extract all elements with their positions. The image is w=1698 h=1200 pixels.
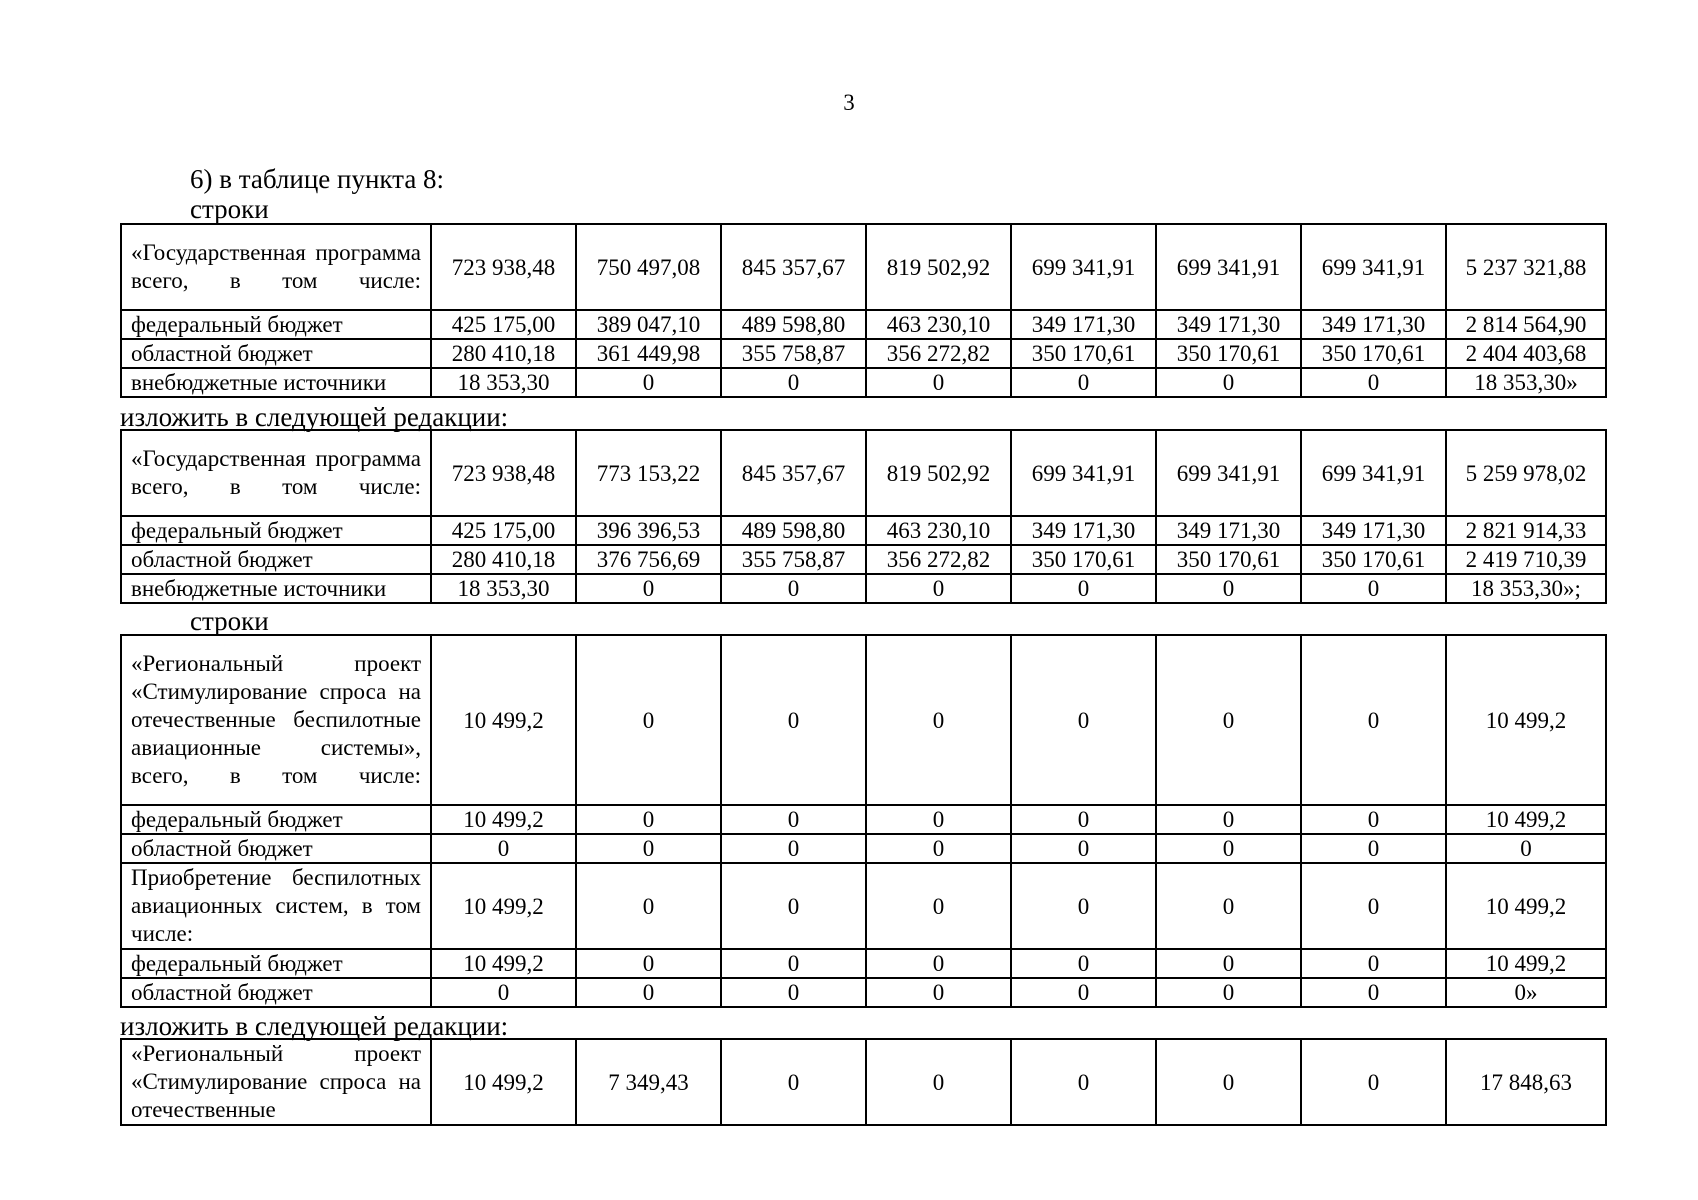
table-row <box>121 978 1606 1007</box>
section-intro: 6) в таблице пункта 8: <box>190 164 445 194</box>
row-label: внебюджетные источники <box>121 368 431 397</box>
cell-value: 425 175,00 <box>431 310 576 339</box>
cell-total: 0 <box>1446 834 1606 863</box>
cell-total: 18 353,30» <box>1446 368 1606 397</box>
cell-value: 350 170,61 <box>1301 339 1446 368</box>
cell-value: 350 170,61 <box>1156 545 1301 574</box>
cell-value: 356 272,82 <box>866 339 1011 368</box>
cell-value: 10 499,2 <box>431 805 576 834</box>
cell-value: 0 <box>866 574 1011 603</box>
cell-value: 10 499,2 <box>431 863 576 949</box>
cell-value: 0 <box>576 805 721 834</box>
table-row <box>121 635 1606 805</box>
cell-value: 0 <box>721 978 866 1007</box>
cell-value: 0 <box>576 978 721 1007</box>
cell-value: 396 396,53 <box>576 516 721 545</box>
cell-value: 0 <box>721 949 866 978</box>
cell-value: 0 <box>1301 949 1446 978</box>
cell-value: 280 410,18 <box>431 545 576 574</box>
cell-value: 845 357,67 <box>721 224 866 310</box>
cell-value: 0 <box>721 863 866 949</box>
cell-value: 0 <box>721 574 866 603</box>
cell-value: 361 449,98 <box>576 339 721 368</box>
cell-total: 10 499,2 <box>1446 863 1606 949</box>
cell-value: 350 170,61 <box>1011 339 1156 368</box>
cell-value: 0 <box>866 949 1011 978</box>
cell-value: 0 <box>1301 368 1446 397</box>
cell-value: 0 <box>1156 978 1301 1007</box>
row-label: «Государственная программа всего, в том числе: <box>121 430 431 516</box>
cell-value: 349 171,30 <box>1156 516 1301 545</box>
replace-heading-1: изложить в следующей редакции: <box>120 402 509 432</box>
row-label: областной бюджет <box>121 834 431 863</box>
table-row <box>121 949 1606 978</box>
cell-value: 0 <box>866 834 1011 863</box>
cell-value: 819 502,92 <box>866 430 1011 516</box>
cell-value: 349 171,30 <box>1011 516 1156 545</box>
row-label: областной бюджет <box>121 978 431 1007</box>
cell-value: 425 175,00 <box>431 516 576 545</box>
cell-total: 0» <box>1446 978 1606 1007</box>
cell-value: 489 598,80 <box>721 310 866 339</box>
cell-value: 0 <box>1156 635 1301 805</box>
row-label: «Региональный проект «Стимулирование спроса на отечественные беспилотные авиационные системы», всего, в том числе: <box>121 635 431 805</box>
row-label: областной бюджет <box>121 339 431 368</box>
cell-value: 350 170,61 <box>1156 339 1301 368</box>
rows-heading: строки <box>190 194 269 224</box>
cell-value: 0 <box>1156 863 1301 949</box>
cell-value: 0 <box>721 834 866 863</box>
table-program-new <box>120 429 1607 604</box>
cell-total: 2 821 914,33 <box>1446 516 1606 545</box>
cell-value: 349 171,30 <box>1301 310 1446 339</box>
table-row <box>121 545 1606 574</box>
cell-value: 7 349,43 <box>576 1039 721 1125</box>
table-row <box>121 574 1606 603</box>
cell-value: 350 170,61 <box>1301 545 1446 574</box>
cell-total: 10 499,2 <box>1446 805 1606 834</box>
cell-total: 17 848,63 <box>1446 1039 1606 1125</box>
table-row <box>121 368 1606 397</box>
cell-value: 0 <box>866 863 1011 949</box>
cell-value: 0 <box>431 978 576 1007</box>
cell-total: 2 814 564,90 <box>1446 310 1606 339</box>
cell-value: 349 171,30 <box>1011 310 1156 339</box>
table-row <box>121 516 1606 545</box>
cell-value: 349 171,30 <box>1301 516 1446 545</box>
cell-value: 0 <box>1011 949 1156 978</box>
cell-value: 0 <box>1011 368 1156 397</box>
cell-value: 0 <box>1156 805 1301 834</box>
cell-value: 0 <box>1156 368 1301 397</box>
cell-value: 0 <box>576 834 721 863</box>
cell-total: 10 499,2 <box>1446 635 1606 805</box>
cell-value: 0 <box>721 368 866 397</box>
cell-value: 356 272,82 <box>866 545 1011 574</box>
cell-value: 489 598,80 <box>721 516 866 545</box>
table-row <box>121 805 1606 834</box>
table-program-old <box>120 223 1607 398</box>
cell-value: 0 <box>1011 834 1156 863</box>
cell-value: 376 756,69 <box>576 545 721 574</box>
cell-value: 750 497,08 <box>576 224 721 310</box>
cell-value: 10 499,2 <box>431 635 576 805</box>
row-label: «Государственная программа всего, в том числе: <box>121 224 431 310</box>
cell-total: 10 499,2 <box>1446 949 1606 978</box>
table-row <box>121 310 1606 339</box>
cell-value: 845 357,67 <box>721 430 866 516</box>
cell-value: 0 <box>1011 1039 1156 1125</box>
cell-value: 0 <box>1156 834 1301 863</box>
cell-value: 0 <box>1011 574 1156 603</box>
cell-value: 0 <box>721 1039 866 1125</box>
table-row <box>121 430 1606 516</box>
cell-value: 0 <box>1301 805 1446 834</box>
cell-value: 0 <box>866 1039 1011 1125</box>
cell-value: 280 410,18 <box>431 339 576 368</box>
cell-total: 5 259 978,02 <box>1446 430 1606 516</box>
page-number: 3 <box>843 90 855 115</box>
table-row <box>121 1039 1606 1125</box>
cell-value: 0 <box>1301 574 1446 603</box>
cell-value: 0 <box>866 978 1011 1007</box>
cell-value: 463 230,10 <box>866 516 1011 545</box>
cell-value: 0 <box>1156 574 1301 603</box>
row-label: федеральный бюджет <box>121 516 431 545</box>
cell-value: 723 938,48 <box>431 430 576 516</box>
cell-value: 0 <box>576 949 721 978</box>
replace-heading-2: изложить в следующей редакции: <box>120 1011 509 1041</box>
cell-value: 355 758,87 <box>721 339 866 368</box>
cell-value: 0 <box>576 635 721 805</box>
cell-value: 18 353,30 <box>431 574 576 603</box>
cell-value: 350 170,61 <box>1011 545 1156 574</box>
cell-total: 2 404 403,68 <box>1446 339 1606 368</box>
cell-value: 773 153,22 <box>576 430 721 516</box>
cell-value: 0 <box>866 805 1011 834</box>
cell-value: 723 938,48 <box>431 224 576 310</box>
cell-value: 10 499,2 <box>431 1039 576 1125</box>
cell-value: 0 <box>1156 1039 1301 1125</box>
cell-value: 699 341,91 <box>1156 430 1301 516</box>
row-label: областной бюджет <box>121 545 431 574</box>
cell-value: 18 353,30 <box>431 368 576 397</box>
cell-value: 463 230,10 <box>866 310 1011 339</box>
cell-value: 0 <box>431 834 576 863</box>
cell-value: 0 <box>866 635 1011 805</box>
cell-total: 18 353,30»; <box>1446 574 1606 603</box>
row-label: «Региональный проект «Стимулирование спроса на отечественные <box>121 1039 431 1125</box>
cell-value: 0 <box>866 368 1011 397</box>
rows-heading-2: строки <box>190 606 269 636</box>
cell-value: 0 <box>721 635 866 805</box>
cell-value: 0 <box>1301 635 1446 805</box>
cell-value: 0 <box>576 574 721 603</box>
table-row <box>121 339 1606 368</box>
cell-value: 10 499,2 <box>431 949 576 978</box>
cell-value: 0 <box>721 805 866 834</box>
row-label: федеральный бюджет <box>121 949 431 978</box>
cell-total: 5 237 321,88 <box>1446 224 1606 310</box>
cell-value: 699 341,91 <box>1011 430 1156 516</box>
cell-value: 355 758,87 <box>721 545 866 574</box>
cell-total: 2 419 710,39 <box>1446 545 1606 574</box>
cell-value: 0 <box>1011 863 1156 949</box>
cell-value: 0 <box>576 863 721 949</box>
cell-value: 0 <box>576 368 721 397</box>
cell-value: 819 502,92 <box>866 224 1011 310</box>
cell-value: 0 <box>1301 863 1446 949</box>
cell-value: 0 <box>1011 805 1156 834</box>
cell-value: 0 <box>1011 635 1156 805</box>
row-label: внебюджетные источники <box>121 574 431 603</box>
cell-value: 699 341,91 <box>1301 224 1446 310</box>
table-row <box>121 863 1606 949</box>
cell-value: 0 <box>1156 949 1301 978</box>
cell-value: 0 <box>1301 978 1446 1007</box>
table-row <box>121 224 1606 310</box>
row-label: Приобретение беспилотных авиационных систем, в том числе: <box>121 863 431 949</box>
table-regional-old <box>120 634 1607 1008</box>
cell-value: 0 <box>1011 978 1156 1007</box>
row-label: федеральный бюджет <box>121 805 431 834</box>
row-label: федеральный бюджет <box>121 310 431 339</box>
table-row <box>121 834 1606 863</box>
cell-value: 699 341,91 <box>1011 224 1156 310</box>
cell-value: 349 171,30 <box>1156 310 1301 339</box>
cell-value: 0 <box>1301 1039 1446 1125</box>
cell-value: 699 341,91 <box>1301 430 1446 516</box>
cell-value: 699 341,91 <box>1156 224 1301 310</box>
cell-value: 389 047,10 <box>576 310 721 339</box>
cell-value: 0 <box>1301 834 1446 863</box>
table-regional-new <box>120 1038 1607 1126</box>
